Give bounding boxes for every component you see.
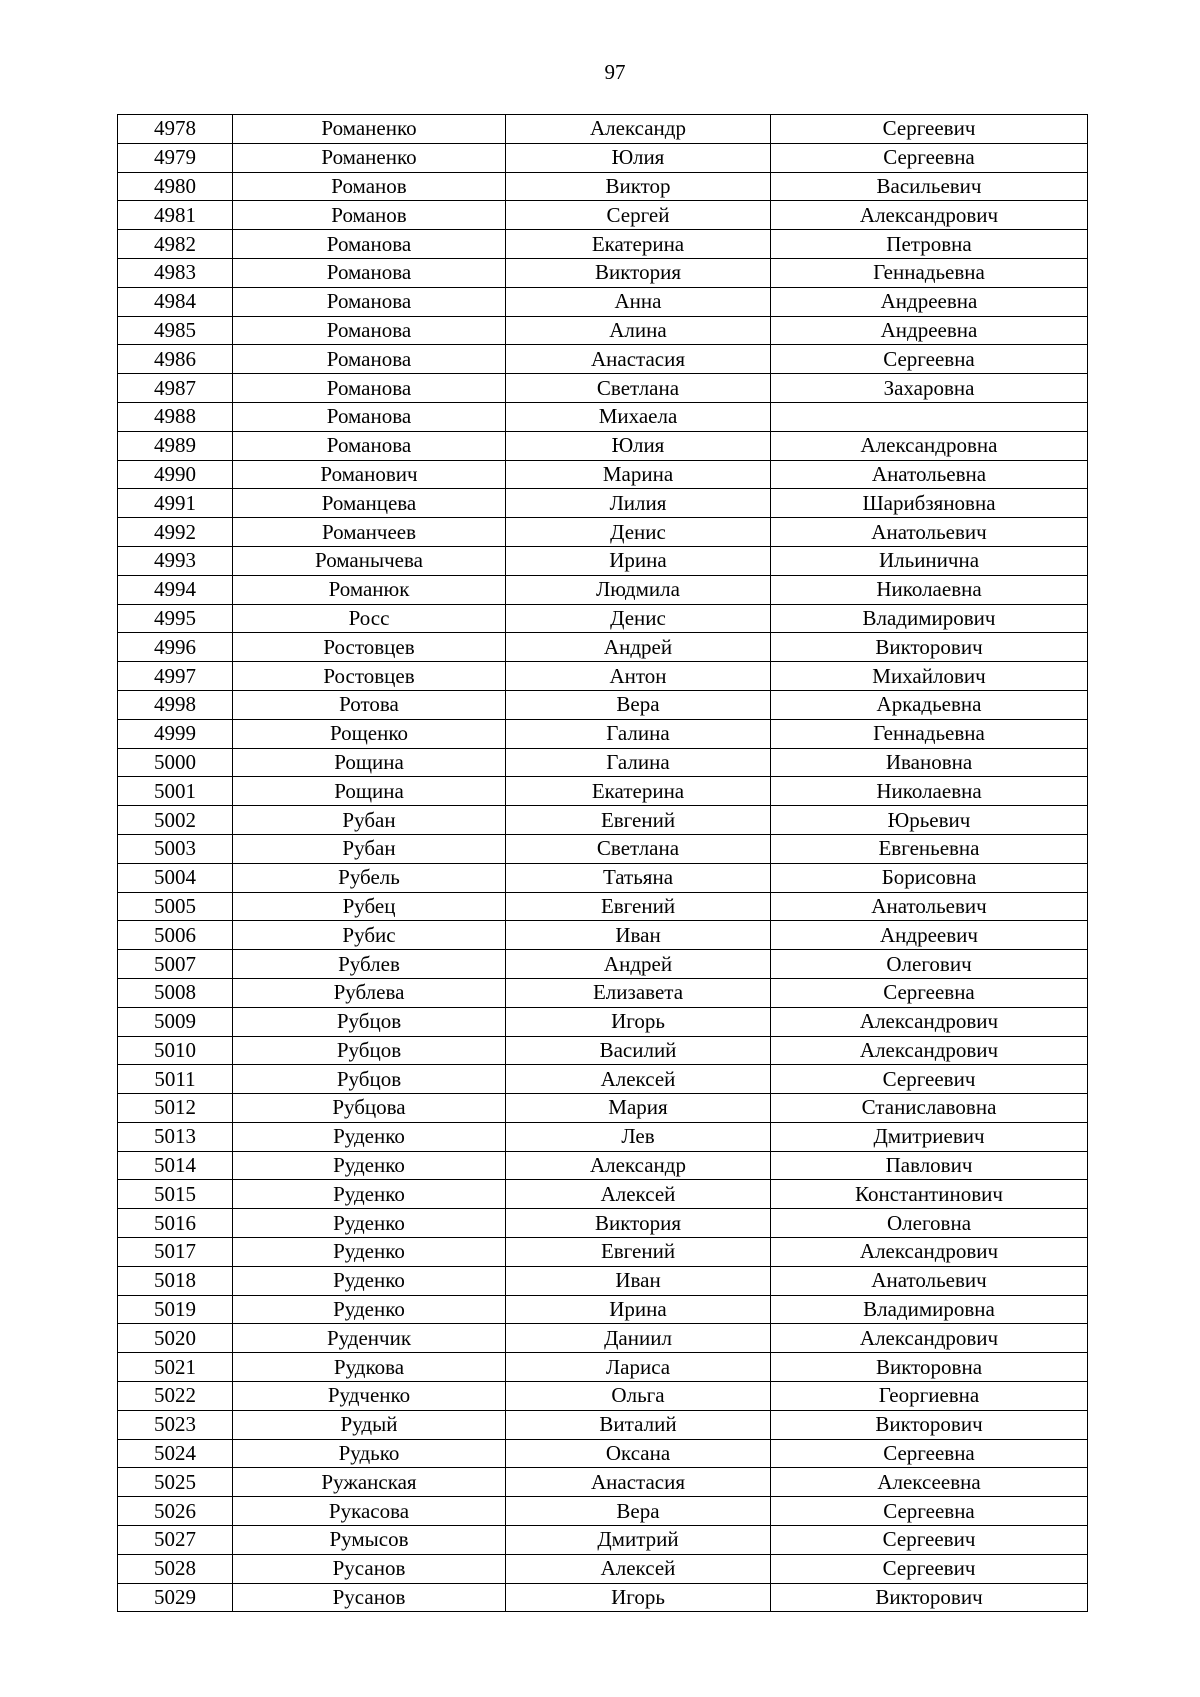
last-name-cell: Рубцова xyxy=(233,1094,506,1123)
first-name-cell: Лариса xyxy=(506,1353,771,1382)
patronymic-cell: Михайлович xyxy=(771,662,1088,691)
patronymic-cell: Васильевич xyxy=(771,172,1088,201)
patronymic-cell: Александровна xyxy=(771,431,1088,460)
last-name-cell: Романова xyxy=(233,316,506,345)
first-name-cell: Марина xyxy=(506,460,771,489)
first-name-cell: Светлана xyxy=(506,834,771,863)
last-name-cell: Рощенко xyxy=(233,719,506,748)
table-row xyxy=(118,1036,1088,1065)
row-number-cell: 5019 xyxy=(118,1295,233,1324)
table-row xyxy=(118,921,1088,950)
table-row xyxy=(118,1180,1088,1209)
last-name-cell: Романова xyxy=(233,402,506,431)
last-name-cell: Руденко xyxy=(233,1151,506,1180)
last-name-cell: Романова xyxy=(233,431,506,460)
patronymic-cell: Анатольевич xyxy=(771,518,1088,547)
patronymic-cell: Сергеевна xyxy=(771,345,1088,374)
last-name-cell: Рубец xyxy=(233,892,506,921)
first-name-cell: Ирина xyxy=(506,1295,771,1324)
last-name-cell: Ростовцев xyxy=(233,662,506,691)
row-number-cell: 4984 xyxy=(118,287,233,316)
first-name-cell: Анастасия xyxy=(506,1468,771,1497)
first-name-cell: Анна xyxy=(506,287,771,316)
patronymic-cell: Сергеевич xyxy=(771,1554,1088,1583)
table-row xyxy=(118,892,1088,921)
page-number: 97 xyxy=(604,60,626,84)
table-row xyxy=(118,690,1088,719)
last-name-cell: Руденко xyxy=(233,1238,506,1267)
table-row xyxy=(118,316,1088,345)
table-row xyxy=(118,834,1088,863)
patronymic-cell: Олеговна xyxy=(771,1209,1088,1238)
table-row xyxy=(118,1122,1088,1151)
table-row xyxy=(118,489,1088,518)
last-name-cell: Романов xyxy=(233,201,506,230)
row-number-cell: 5008 xyxy=(118,978,233,1007)
first-name-cell: Ирина xyxy=(506,546,771,575)
row-number-cell: 5026 xyxy=(118,1497,233,1526)
last-name-cell: Русанов xyxy=(233,1554,506,1583)
last-name-cell: Рубис xyxy=(233,921,506,950)
last-name-cell: Рощина xyxy=(233,748,506,777)
row-number-cell: 4993 xyxy=(118,546,233,575)
table-row xyxy=(118,1295,1088,1324)
row-number-cell: 4997 xyxy=(118,662,233,691)
first-name-cell: Александр xyxy=(506,115,771,144)
first-name-cell: Сергей xyxy=(506,201,771,230)
table-row xyxy=(118,201,1088,230)
first-name-cell: Татьяна xyxy=(506,863,771,892)
row-number-cell: 5007 xyxy=(118,950,233,979)
patronymic-cell: Сергеевна xyxy=(771,143,1088,172)
table-row xyxy=(118,1526,1088,1555)
row-number-cell: 5025 xyxy=(118,1468,233,1497)
first-name-cell: Юлия xyxy=(506,431,771,460)
table-row xyxy=(118,546,1088,575)
first-name-cell: Юлия xyxy=(506,143,771,172)
row-number-cell: 5024 xyxy=(118,1439,233,1468)
table-row xyxy=(118,374,1088,403)
table-row xyxy=(118,863,1088,892)
row-number-cell: 4985 xyxy=(118,316,233,345)
last-name-cell: Румысов xyxy=(233,1526,506,1555)
row-number-cell: 4988 xyxy=(118,402,233,431)
first-name-cell: Алина xyxy=(506,316,771,345)
patronymic-cell: Николаевна xyxy=(771,575,1088,604)
first-name-cell: Галина xyxy=(506,719,771,748)
first-name-cell: Антон xyxy=(506,662,771,691)
first-name-cell: Виктория xyxy=(506,258,771,287)
table-row xyxy=(118,1266,1088,1295)
patronymic-cell: Павлович xyxy=(771,1151,1088,1180)
last-name-cell: Рублева xyxy=(233,978,506,1007)
row-number-cell: 5003 xyxy=(118,834,233,863)
first-name-cell: Екатерина xyxy=(506,230,771,259)
last-name-cell: Романенко xyxy=(233,143,506,172)
row-number-cell: 5001 xyxy=(118,777,233,806)
patronymic-cell: Юрьевич xyxy=(771,806,1088,835)
row-number-cell: 4998 xyxy=(118,690,233,719)
first-name-cell: Галина xyxy=(506,748,771,777)
patronymic-cell xyxy=(771,402,1088,431)
row-number-cell: 5014 xyxy=(118,1151,233,1180)
first-name-cell: Елизавета xyxy=(506,978,771,1007)
row-number-cell: 4991 xyxy=(118,489,233,518)
last-name-cell: Романович xyxy=(233,460,506,489)
first-name-cell: Иван xyxy=(506,921,771,950)
row-number-cell: 4978 xyxy=(118,115,233,144)
row-number-cell: 5005 xyxy=(118,892,233,921)
table-row xyxy=(118,431,1088,460)
patronymic-cell: Борисовна xyxy=(771,863,1088,892)
last-name-cell: Романчеев xyxy=(233,518,506,547)
patronymic-cell: Сергеевна xyxy=(771,1497,1088,1526)
first-name-cell: Андрей xyxy=(506,950,771,979)
row-number-cell: 5011 xyxy=(118,1065,233,1094)
last-name-cell: Рублев xyxy=(233,950,506,979)
first-name-cell: Лев xyxy=(506,1122,771,1151)
first-name-cell: Светлана xyxy=(506,374,771,403)
patronymic-cell: Георгиевна xyxy=(771,1382,1088,1411)
table-row xyxy=(118,1382,1088,1411)
last-name-cell: Романюк xyxy=(233,575,506,604)
patronymic-cell: Сергеевич xyxy=(771,1065,1088,1094)
last-name-cell: Романова xyxy=(233,230,506,259)
table-row xyxy=(118,777,1088,806)
patronymic-cell: Сергеевна xyxy=(771,978,1088,1007)
table-row xyxy=(118,1007,1088,1036)
first-name-cell: Денис xyxy=(506,518,771,547)
table-row xyxy=(118,258,1088,287)
table-row xyxy=(118,460,1088,489)
last-name-cell: Ротова xyxy=(233,690,506,719)
row-number-cell: 4992 xyxy=(118,518,233,547)
table-row xyxy=(118,518,1088,547)
table-row xyxy=(118,1410,1088,1439)
last-name-cell: Романова xyxy=(233,287,506,316)
first-name-cell: Евгений xyxy=(506,1238,771,1267)
first-name-cell: Игорь xyxy=(506,1007,771,1036)
patronymic-cell: Викторовна xyxy=(771,1353,1088,1382)
patronymic-cell: Захаровна xyxy=(771,374,1088,403)
first-name-cell: Виктор xyxy=(506,172,771,201)
row-number-cell: 4983 xyxy=(118,258,233,287)
row-number-cell: 4987 xyxy=(118,374,233,403)
last-name-cell: Рубан xyxy=(233,806,506,835)
row-number-cell: 4990 xyxy=(118,460,233,489)
table-row xyxy=(118,1583,1088,1612)
table-row xyxy=(118,172,1088,201)
first-name-cell: Лилия xyxy=(506,489,771,518)
row-number-cell: 4986 xyxy=(118,345,233,374)
last-name-cell: Рукасова xyxy=(233,1497,506,1526)
patronymic-cell: Викторович xyxy=(771,1583,1088,1612)
row-number-cell: 5017 xyxy=(118,1238,233,1267)
last-name-cell: Русанов xyxy=(233,1583,506,1612)
row-number-cell: 4980 xyxy=(118,172,233,201)
table-row xyxy=(118,748,1088,777)
patronymic-cell: Геннадьевна xyxy=(771,258,1088,287)
last-name-cell: Рудкова xyxy=(233,1353,506,1382)
person-list-body xyxy=(118,115,1088,1612)
last-name-cell: Рощина xyxy=(233,777,506,806)
row-number-cell: 5002 xyxy=(118,806,233,835)
first-name-cell: Мария xyxy=(506,1094,771,1123)
row-number-cell: 5004 xyxy=(118,863,233,892)
last-name-cell: Руденко xyxy=(233,1180,506,1209)
first-name-cell: Алексей xyxy=(506,1180,771,1209)
table-row xyxy=(118,1554,1088,1583)
patronymic-cell: Сергеевич xyxy=(771,1526,1088,1555)
last-name-cell: Романов xyxy=(233,172,506,201)
patronymic-cell: Сергеевна xyxy=(771,1439,1088,1468)
patronymic-cell: Александрович xyxy=(771,201,1088,230)
table-row xyxy=(118,1209,1088,1238)
first-name-cell: Игорь xyxy=(506,1583,771,1612)
first-name-cell: Оксана xyxy=(506,1439,771,1468)
row-number-cell: 5022 xyxy=(118,1382,233,1411)
last-name-cell: Романова xyxy=(233,374,506,403)
row-number-cell: 5023 xyxy=(118,1410,233,1439)
patronymic-cell: Андреевна xyxy=(771,316,1088,345)
table-row xyxy=(118,1497,1088,1526)
row-number-cell: 5021 xyxy=(118,1353,233,1382)
row-number-cell: 4981 xyxy=(118,201,233,230)
first-name-cell: Людмила xyxy=(506,575,771,604)
patronymic-cell: Андреевич xyxy=(771,921,1088,950)
first-name-cell: Александр xyxy=(506,1151,771,1180)
row-number-cell: 5012 xyxy=(118,1094,233,1123)
patronymic-cell: Анатольевич xyxy=(771,1266,1088,1295)
row-number-cell: 4995 xyxy=(118,604,233,633)
first-name-cell: Алексей xyxy=(506,1065,771,1094)
last-name-cell: Романова xyxy=(233,345,506,374)
row-number-cell: 4989 xyxy=(118,431,233,460)
last-name-cell: Руденко xyxy=(233,1295,506,1324)
last-name-cell: Ростовцев xyxy=(233,633,506,662)
row-number-cell: 4999 xyxy=(118,719,233,748)
patronymic-cell: Александрович xyxy=(771,1324,1088,1353)
first-name-cell: Анастасия xyxy=(506,345,771,374)
row-number-cell: 5016 xyxy=(118,1209,233,1238)
first-name-cell: Вера xyxy=(506,690,771,719)
first-name-cell: Дмитрий xyxy=(506,1526,771,1555)
patronymic-cell: Шарибзяновна xyxy=(771,489,1088,518)
table-row xyxy=(118,115,1088,144)
first-name-cell: Ольга xyxy=(506,1382,771,1411)
patronymic-cell: Владимирович xyxy=(771,604,1088,633)
last-name-cell: Рубцов xyxy=(233,1007,506,1036)
first-name-cell: Виталий xyxy=(506,1410,771,1439)
table-row xyxy=(118,604,1088,633)
last-name-cell: Руденчик xyxy=(233,1324,506,1353)
first-name-cell: Евгений xyxy=(506,892,771,921)
row-number-cell: 5015 xyxy=(118,1180,233,1209)
patronymic-cell: Анатольевна xyxy=(771,460,1088,489)
patronymic-cell: Ивановна xyxy=(771,748,1088,777)
row-number-cell: 5006 xyxy=(118,921,233,950)
last-name-cell: Росс xyxy=(233,604,506,633)
patronymic-cell: Евгеньевна xyxy=(771,834,1088,863)
last-name-cell: Руденко xyxy=(233,1122,506,1151)
patronymic-cell: Петровна xyxy=(771,230,1088,259)
patronymic-cell: Александрович xyxy=(771,1036,1088,1065)
table-row xyxy=(118,1324,1088,1353)
last-name-cell: Рубель xyxy=(233,863,506,892)
row-number-cell: 5009 xyxy=(118,1007,233,1036)
first-name-cell: Иван xyxy=(506,1266,771,1295)
table-row xyxy=(118,950,1088,979)
first-name-cell: Михаела xyxy=(506,402,771,431)
table-row xyxy=(118,345,1088,374)
last-name-cell: Ружанская xyxy=(233,1468,506,1497)
patronymic-cell: Ильинична xyxy=(771,546,1088,575)
last-name-cell: Рубцов xyxy=(233,1036,506,1065)
table-row xyxy=(118,662,1088,691)
patronymic-cell: Олегович xyxy=(771,950,1088,979)
first-name-cell: Вера xyxy=(506,1497,771,1526)
patronymic-cell: Алексеевна xyxy=(771,1468,1088,1497)
last-name-cell: Романцева xyxy=(233,489,506,518)
table-row xyxy=(118,1151,1088,1180)
row-number-cell: 4979 xyxy=(118,143,233,172)
table-row xyxy=(118,1094,1088,1123)
first-name-cell: Василий xyxy=(506,1036,771,1065)
patronymic-cell: Аркадьевна xyxy=(771,690,1088,719)
row-number-cell: 5020 xyxy=(118,1324,233,1353)
last-name-cell: Рубан xyxy=(233,834,506,863)
row-number-cell: 4996 xyxy=(118,633,233,662)
row-number-cell: 5010 xyxy=(118,1036,233,1065)
last-name-cell: Рубцов xyxy=(233,1065,506,1094)
patronymic-cell: Викторович xyxy=(771,1410,1088,1439)
patronymic-cell: Владимировна xyxy=(771,1295,1088,1324)
patronymic-cell: Сергеевич xyxy=(771,115,1088,144)
patronymic-cell: Дмитриевич xyxy=(771,1122,1088,1151)
table-row xyxy=(118,719,1088,748)
row-number-cell: 4982 xyxy=(118,230,233,259)
table-row xyxy=(118,402,1088,431)
patronymic-cell: Константинович xyxy=(771,1180,1088,1209)
first-name-cell: Даниил xyxy=(506,1324,771,1353)
first-name-cell: Евгений xyxy=(506,806,771,835)
last-name-cell: Рудько xyxy=(233,1439,506,1468)
row-number-cell: 5000 xyxy=(118,748,233,777)
row-number-cell: 5027 xyxy=(118,1526,233,1555)
last-name-cell: Руденко xyxy=(233,1266,506,1295)
patronymic-cell: Александрович xyxy=(771,1238,1088,1267)
table-row xyxy=(118,633,1088,662)
patronymic-cell: Николаевна xyxy=(771,777,1088,806)
patronymic-cell: Викторович xyxy=(771,633,1088,662)
first-name-cell: Андрей xyxy=(506,633,771,662)
row-number-cell: 4994 xyxy=(118,575,233,604)
row-number-cell: 5018 xyxy=(118,1266,233,1295)
table-row xyxy=(118,1353,1088,1382)
last-name-cell: Руденко xyxy=(233,1209,506,1238)
table-row xyxy=(118,1238,1088,1267)
patronymic-cell: Станиславовна xyxy=(771,1094,1088,1123)
table-row xyxy=(118,1468,1088,1497)
row-number-cell: 5028 xyxy=(118,1554,233,1583)
row-number-cell: 5029 xyxy=(118,1583,233,1612)
patronymic-cell: Геннадьевна xyxy=(771,719,1088,748)
table-row xyxy=(118,287,1088,316)
last-name-cell: Романычева xyxy=(233,546,506,575)
first-name-cell: Екатерина xyxy=(506,777,771,806)
last-name-cell: Рудченко xyxy=(233,1382,506,1411)
table-row xyxy=(118,806,1088,835)
table-row xyxy=(118,1065,1088,1094)
first-name-cell: Алексей xyxy=(506,1554,771,1583)
first-name-cell: Виктория xyxy=(506,1209,771,1238)
last-name-cell: Романенко xyxy=(233,115,506,144)
first-name-cell: Денис xyxy=(506,604,771,633)
table-row xyxy=(118,230,1088,259)
table-row xyxy=(118,978,1088,1007)
row-number-cell: 5013 xyxy=(118,1122,233,1151)
patronymic-cell: Анатольевич xyxy=(771,892,1088,921)
table-row xyxy=(118,1439,1088,1468)
person-list-table xyxy=(117,114,1088,1612)
patronymic-cell: Александрович xyxy=(771,1007,1088,1036)
table-row xyxy=(118,575,1088,604)
patronymic-cell: Андреевна xyxy=(771,287,1088,316)
last-name-cell: Романова xyxy=(233,258,506,287)
last-name-cell: Рудый xyxy=(233,1410,506,1439)
table-row xyxy=(118,143,1088,172)
